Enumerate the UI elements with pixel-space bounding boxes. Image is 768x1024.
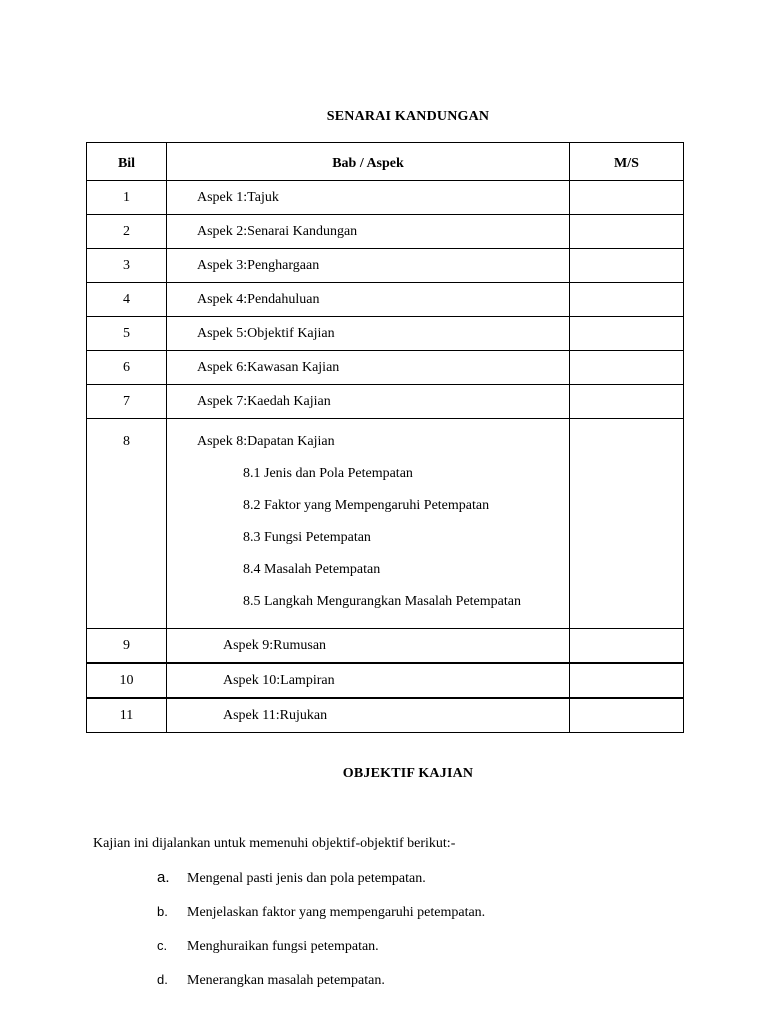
- list-marker: b.: [157, 904, 168, 919]
- row-title: Aspek 10:Lampiran: [167, 663, 570, 698]
- row-page: [570, 663, 684, 698]
- table-row: [87, 249, 684, 283]
- sub-item: 8.3 Fungsi Petempatan: [243, 530, 371, 545]
- row-number: 8: [87, 419, 167, 629]
- row-title: Aspek 7:Kaedah Kajian: [167, 385, 570, 419]
- row-page: [570, 181, 684, 215]
- table-row: [87, 698, 684, 733]
- row-page: [570, 629, 684, 664]
- list-item-text: Menjelaskan faktor yang mempengaruhi petempatan.: [187, 905, 486, 920]
- row-number: 4: [87, 283, 167, 317]
- row-page: [570, 419, 684, 629]
- row-page: [570, 283, 684, 317]
- sub-item: 8.2 Faktor yang Mempengaruhi Petempatan: [243, 498, 490, 513]
- table-row: [87, 351, 684, 385]
- table-row: [87, 385, 684, 419]
- row-number: 11: [87, 698, 167, 733]
- row-number: 9: [87, 629, 167, 664]
- table-row: [87, 181, 684, 215]
- row-title: Aspek 5:Objektif Kajian: [167, 317, 570, 351]
- sub-item: 8.4 Masalah Petempatan: [243, 562, 381, 577]
- row-page: [570, 351, 684, 385]
- table-row: [87, 317, 684, 351]
- table-row: [87, 283, 684, 317]
- header-bil: Bil: [87, 143, 167, 181]
- row-title: Aspek 4:Pendahuluan: [167, 283, 570, 317]
- header-ms: M/S: [570, 143, 684, 181]
- list-item: [157, 938, 379, 955]
- table-row: [87, 629, 684, 664]
- list-marker: d.: [157, 972, 168, 987]
- row-number: 7: [87, 385, 167, 419]
- row-page: [570, 249, 684, 283]
- list-marker: a.: [157, 869, 170, 886]
- table-row: [87, 419, 684, 629]
- row-page: [570, 698, 684, 733]
- row-title: Aspek 8:Dapatan Kajian: [197, 434, 335, 449]
- objektif-title: OBJEKTIF KAJIAN: [342, 766, 474, 781]
- table-row: [87, 663, 684, 698]
- row-number: 10: [87, 663, 167, 698]
- table-row: [87, 215, 684, 249]
- sub-item: 8.5 Langkah Mengurangkan Masalah Petempatan: [243, 594, 521, 609]
- toc-table: [86, 142, 684, 733]
- toc-title: SENARAI KANDUNGAN: [326, 109, 490, 124]
- row-title: Aspek 6:Kawasan Kajian: [167, 351, 570, 385]
- toc-header-row: [87, 143, 684, 181]
- row-page: [570, 385, 684, 419]
- row-page: [570, 317, 684, 351]
- row-number: 1: [87, 181, 167, 215]
- sub-item: 8.1 Jenis dan Pola Petempatan: [243, 466, 413, 481]
- list-marker: c.: [157, 938, 168, 953]
- row-title: Aspek 3:Penghargaan: [167, 249, 570, 283]
- row-title: Aspek 11:Rujukan: [167, 698, 570, 733]
- objektif-intro: Kajian ini dijalankan untuk memenuhi objektif-objektif berikut:-: [93, 836, 456, 851]
- row-title: Aspek 2:Senarai Kandungan: [167, 215, 570, 249]
- row-title: Aspek 1:Tajuk: [167, 181, 570, 215]
- list-item-text: Mengenal pasti jenis dan pola petempatan.: [187, 871, 426, 886]
- list-item: [157, 904, 485, 921]
- row-number: 5: [87, 317, 167, 351]
- list-item: [157, 972, 385, 989]
- row-number: 3: [87, 249, 167, 283]
- row-title-group: [167, 419, 570, 629]
- row-page: [570, 215, 684, 249]
- list-item-text: Menghuraikan fungsi petempatan.: [187, 939, 379, 954]
- header-bab-aspek: Bab / Aspek: [167, 143, 570, 181]
- list-item: [157, 869, 426, 887]
- row-title: Aspek 9:Rumusan: [167, 629, 570, 664]
- row-number: 2: [87, 215, 167, 249]
- list-item-text: Menerangkan masalah petempatan.: [187, 973, 385, 988]
- row-number: 6: [87, 351, 167, 385]
